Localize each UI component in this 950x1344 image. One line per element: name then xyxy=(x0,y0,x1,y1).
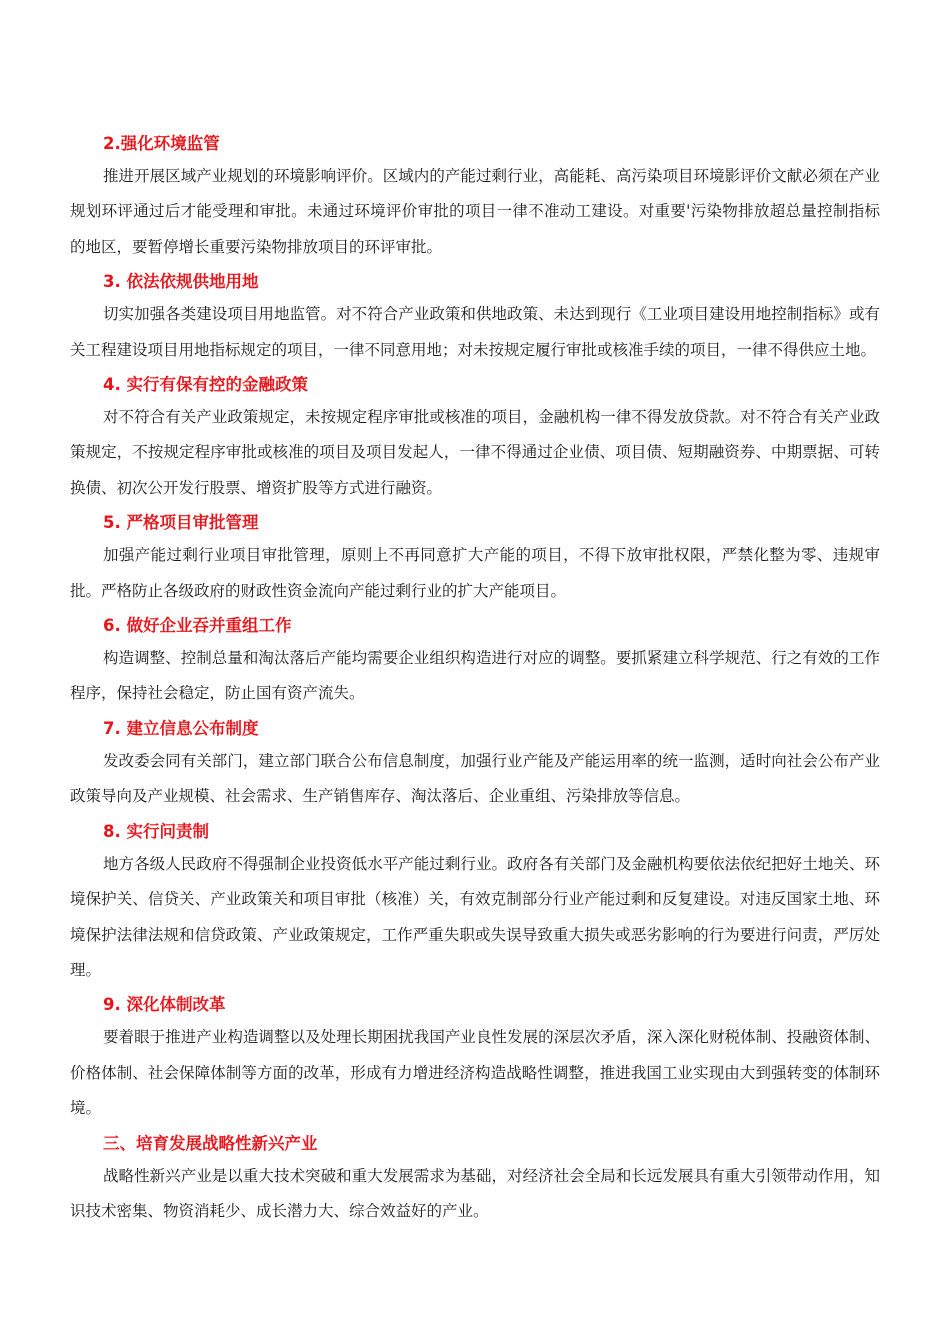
section-body-environment: 推进开展区域产业规划的环境影响评价。区域内的产能过剩行业，高能耗、高污染项目环境影评价文献必须在产业规划环评通过后才能受理和审批。未通过环境评价审批的项目一律不准动工建设。对重要'污染物排放超总量控制指标的地区，要暂停增长重要污染物排放项目的环评审批。 xyxy=(70,167,880,256)
section-heading-merger: 6. 做好企业吞并重组工作 xyxy=(103,616,292,636)
section-heading-reform: 9. 深化体制改革 xyxy=(103,995,226,1015)
section-body-accountability: 地方各级人民政府不得强制企业投资低水平产能过剩行业。政府各有关部门及金融机构要依法依纪把好土地关、环境保护关、信贷关、产业政策关和项目审批（核准）关，有效克制部分行业产能过剩和反复建设。对违反国家土地、环境保护法律法规和信贷政策、产业政策规定，工作严重失职或失误导致重大损失或恶劣影响的行为要进行问责，严厉处理。 xyxy=(70,854,880,979)
section-body-approval: 加强产能过剩行业项目审批管理，原则上不再同意扩大产能的项目，不得下放审批权限，严禁化整为零、违规审批。严格防止各级政府的财政性资金流向产能过剩行业的扩大产能项目。 xyxy=(70,546,880,600)
section-body-merger: 构造调整、控制总量和淘汰落后产能均需要企业组织构造进行对应的调整。要抓紧建立科学规范、行之有效的工作程序，保持社会稳定，防止国有资产流失。 xyxy=(70,649,880,703)
section-heading-approval: 5. 严格项目审批管理 xyxy=(103,513,259,533)
section-body-reform: 要着眼于推进产业构造调整以及处理长期困扰我国产业良性发展的深层次矛盾，深入深化财税体制、投融资体制、价格体制、社会保障体制等方面的改革，形成有力增进经济构造战略性调整，推进我国工业实现由大到强转变的体制环境。 xyxy=(70,1028,880,1118)
section-heading-finance: 4. 实行有保有控的金融政策 xyxy=(103,375,308,395)
section-heading-land-use: 3. 依法依规供地用地 xyxy=(103,272,259,292)
section-body-finance: 对不符合有关产业政策规定，未按规定程序审批或核准的项目，金融机构一律不得发放贷款。对不符合有关产业政策规定，不按规定程序审批或核准的项目及项目发起人，一律不得通过企业债、项目债、短期融资券、中期票据、可转换债、初次公开发行股票、增资扩股等方式进行融资。 xyxy=(70,408,880,497)
section-heading-environment: 2.强化环境监管 xyxy=(103,134,220,153)
section-body-disclosure: 发改委会同有关部门，建立部门联合公布信息制度，加强行业产能及产能运用率的统一监测，适时向社会公布产业政策导向及产业规模、社会需求、生产销售库存、淘汰落后、企业重组、污染排放等信息。 xyxy=(70,751,880,806)
section-body-land-use: 切实加强各类建设项目用地监管。对不符合产业政策和供地政策、未达到现行《工业项目建设用地控制指标》或有关工程建设项目用地指标规定的项目，一律不同意用地；对未按规定履行审批或核准手续的项目，一律不得供应土地。 xyxy=(70,305,880,359)
section-heading-disclosure: 7. 建立信息公布制度 xyxy=(103,718,259,738)
section-heading-emerging-industries: 三、培育发展战略性新兴产业 xyxy=(103,1133,318,1153)
section-heading-accountability: 8. 实行问责制 xyxy=(103,821,209,841)
section-body-emerging-industries: 战略性新兴产业是以重大技术突破和重大发展需求为基础，对经济社会全局和长远发展具有重大引领带动作用，知识技术密集、物资消耗少、成长潜力大、综合效益好的产业。 xyxy=(70,1166,880,1220)
